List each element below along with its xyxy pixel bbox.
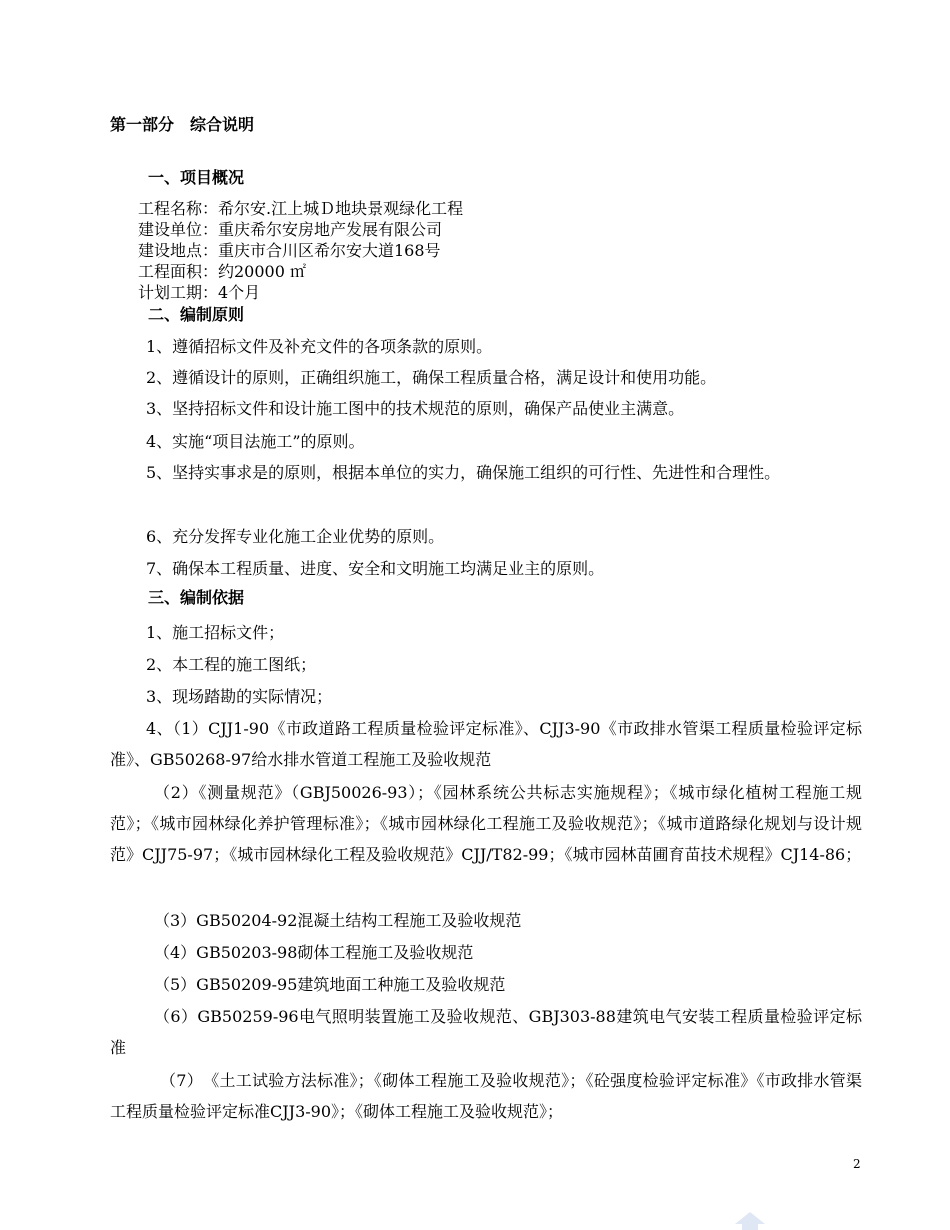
basis-item: 3、现场踏勘的实际情况； <box>146 687 333 706</box>
basis-item: （5）GB50209-95建筑地面工种施工及验收规范 <box>154 975 506 994</box>
basis-item: （7） 《土工试验方法标准》；《砌体工程施工及验收规范》；《砼强度检验评定标准》《市政排水管渠工程质量检验评定标准CJJ3-90》；《砌体工程施工及验收规范》； <box>110 1071 862 1121</box>
info-client: 建设单位：重庆希尔安房地产发展有限公司 <box>138 220 443 239</box>
basis-item: 4、（1）CJJ1-90《市政道路工程质量检验评定标准》、CJJ3-90《市政排水管渠工程质量检验评定标准》、GB50268-97给水排水管道工程施工及验收规范 <box>110 719 862 769</box>
page-number: 2 <box>853 1157 861 1171</box>
basis-item: 2、本工程的施工图纸； <box>146 655 317 674</box>
info-area: 工程面积：约20000 ㎡ <box>138 262 306 281</box>
principle-item: 5、坚持实事求是的原则，根据本单位的实力，确保施工组织的可行性、先进性和合理性。 <box>146 463 781 482</box>
section-heading-overview: 一、项目概况 <box>148 168 245 187</box>
info-location: 建设地点：重庆市合川区希尔安大道168号 <box>138 241 441 260</box>
basis-item: （6）GB50259-96电气照明装置施工及验收规范、GBJ303-88建筑电气安装工程质量检验评定标准 <box>110 1007 862 1057</box>
section-heading-basis: 三、编制依据 <box>148 588 245 607</box>
basis-item: （3）GB50204-92混凝土结构工程施工及验收规范 <box>154 911 522 930</box>
basis-item: 1、施工招标文件； <box>146 623 285 642</box>
principle-item: 7、确保本工程质量、进度、安全和文明施工均满足业主的原则。 <box>146 559 605 578</box>
principle-item: 4、实施“项目法施工”的原则。 <box>146 432 365 451</box>
basis-item: （4）GB50203-98砌体工程施工及验收规范 <box>154 943 474 962</box>
principle-item: 1、遵循招标文件及补充文件的各项条款的原则。 <box>146 337 493 356</box>
section-heading-principles: 二、编制原则 <box>148 305 245 324</box>
basis-item: （2）《测量规范》（GBJ50026-93）；《园林系统公共标志实施规程》；《城市绿化植树工程施工规范》；《城市园林绿化养护管理标准》；《城市园林绿化工程施工及验收规范》；《城市道路绿化规划与设计规范》CJJ75-97；《城市园林绿化工程及验收规范》CJJ/T82-99；《城市园林苗圃育苗技术规程》CJ14-86； <box>110 783 862 864</box>
info-project-name: 工程名称：希尔安.江上城Ｄ地块景观绿化工程 <box>138 199 464 218</box>
info-duration: 计划工期：4个月 <box>138 283 261 302</box>
principle-item: 2、遵循设计的原则，正确组织施工，确保工程质量合格，满足设计和使用功能。 <box>146 368 717 387</box>
part-title: 第一部分 综合说明 <box>110 115 255 134</box>
principle-item: 3、坚持招标文件和设计施工图中的技术规范的原则，确保产品使业主满意。 <box>146 399 685 418</box>
watermark-logo <box>720 1210 780 1230</box>
principle-item: 6、充分发挥专业化施工企业优势的原则。 <box>146 527 445 546</box>
